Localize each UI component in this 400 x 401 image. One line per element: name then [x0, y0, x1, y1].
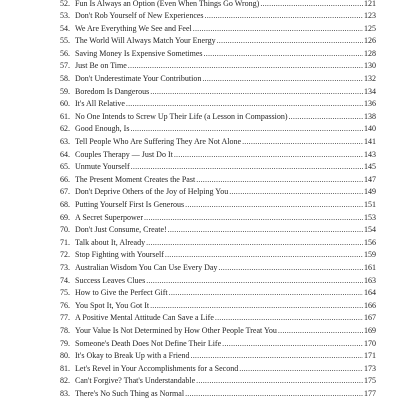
entry-title: A Positive Mental Attitude Can Save a Life: [75, 313, 214, 323]
entry-page-number: 132: [364, 74, 376, 84]
entry-page-number: 128: [364, 48, 376, 58]
dot-leader: [150, 300, 363, 313]
entry-page-number: 164: [364, 288, 376, 298]
toc-entry[interactable]: [60, 98, 376, 111]
entry-number: 78.: [60, 325, 70, 335]
entry-number: 57.: [60, 61, 70, 71]
dot-leader: [168, 224, 363, 237]
toc-entry[interactable]: [60, 275, 376, 288]
entry-page-number: 138: [364, 111, 376, 121]
entry-page-number: 126: [364, 36, 376, 46]
entry-page-number: 175: [364, 376, 376, 386]
toc-entry[interactable]: [60, 262, 376, 275]
entry-title: Don't Just Consume, Create!: [75, 225, 167, 235]
entry-number: 66.: [60, 174, 70, 184]
entry-title: The Present Moment Creates the Past: [75, 174, 196, 184]
entry-number: 54.: [60, 23, 70, 33]
entry-number: 59.: [60, 86, 70, 96]
entry-page-number: 121: [364, 0, 376, 8]
entry-page-number: 170: [364, 338, 376, 348]
toc-entry[interactable]: [60, 123, 376, 136]
entry-title: Don't Rob Yourself of New Experiences: [75, 11, 204, 21]
entry-number: 75.: [60, 288, 70, 298]
entry-page-number: 169: [364, 325, 376, 335]
toc-entry[interactable]: [60, 60, 376, 73]
entry-title: Australian Wisdom You Can Use Every Day: [75, 262, 218, 272]
entry-title: Let's Revel in Your Accomplishments for a Second: [75, 363, 239, 373]
entry-number: 56.: [60, 48, 70, 58]
entry-title: Good Enough, Is: [75, 124, 130, 134]
toc-entry[interactable]: [60, 136, 376, 149]
entry-number: 74.: [60, 275, 70, 285]
dot-leader: [144, 212, 363, 225]
entry-page-number: 154: [364, 225, 376, 235]
toc-entry[interactable]: [60, 212, 376, 225]
entry-page-number: 141: [364, 137, 376, 147]
dot-leader: [202, 73, 363, 86]
entry-number: 71.: [60, 237, 70, 247]
entry-number: 79.: [60, 338, 70, 348]
dot-leader: [205, 10, 363, 23]
entry-number: 76.: [60, 300, 70, 310]
entry-number: 52.: [60, 0, 70, 8]
entry-page-number: 134: [364, 86, 376, 96]
dot-leader: [222, 338, 363, 351]
entry-number: 82.: [60, 376, 70, 386]
entry-title: Can't Forgive? That's Understandable: [75, 376, 196, 386]
dot-leader: [126, 98, 363, 111]
entry-page-number: 130: [364, 61, 376, 71]
entry-page-number: 156: [364, 237, 376, 247]
entry-number: 64.: [60, 149, 70, 159]
entry-title: Unmute Yourself: [75, 162, 130, 172]
entry-title: Don't Underestimate Your Contribution: [75, 74, 202, 84]
entry-number: 62.: [60, 124, 70, 134]
dot-leader: [130, 123, 363, 136]
dot-leader: [150, 86, 363, 99]
toc-entry[interactable]: [60, 10, 376, 23]
table-of-contents: [60, 0, 376, 401]
entry-title: Putting Yourself First Is Generous: [75, 200, 185, 209]
toc-entry[interactable]: [60, 174, 376, 187]
entry-number: 77.: [60, 313, 70, 323]
dot-leader: [217, 35, 363, 48]
toc-entry[interactable]: [60, 48, 376, 61]
dot-leader: [288, 111, 363, 124]
entry-number: 72.: [60, 250, 70, 260]
entry-page-number: 177: [364, 388, 376, 398]
toc-entry[interactable]: [60, 0, 376, 10]
toc-entry[interactable]: [60, 23, 376, 36]
entry-title: Someone's Death Does Not Define Their Life: [75, 338, 222, 348]
toc-entry[interactable]: [60, 73, 376, 86]
dot-leader: [242, 136, 363, 149]
entry-number: 60.: [60, 99, 70, 109]
dot-leader: [204, 48, 363, 61]
entry-page-number: 161: [364, 262, 376, 272]
entry-title: Saving Money Is Expensive Sometimes: [75, 48, 203, 58]
entry-title: How to Give the Perfect Gift: [75, 288, 168, 298]
toc-entry[interactable]: [60, 199, 376, 212]
entry-page-number: 153: [364, 212, 376, 222]
entry-page-number: 151: [364, 200, 376, 209]
entry-title: Tell People Who Are Suffering They Are Not Alone: [75, 137, 242, 147]
entry-number: 63.: [60, 137, 70, 147]
dot-leader: [218, 262, 363, 275]
entry-title: Talk about It, Already: [75, 237, 146, 247]
entry-page-number: 145: [364, 162, 376, 172]
dot-leader: [260, 0, 363, 10]
entry-number: 58.: [60, 74, 70, 84]
entry-title: The World Will Always Match Your Energy: [75, 36, 216, 46]
dot-leader: [165, 249, 363, 262]
entry-page-number: 173: [364, 363, 376, 373]
dot-leader: [185, 199, 363, 212]
entry-number: 55.: [60, 36, 70, 46]
toc-entry[interactable]: [60, 388, 376, 401]
entry-page-number: 136: [364, 99, 376, 109]
entry-title: A Secret Superpower: [75, 212, 143, 222]
entry-number: 80.: [60, 351, 70, 361]
toc-entry[interactable]: [60, 161, 376, 174]
toc-entry[interactable]: [60, 224, 376, 237]
toc-entry[interactable]: [60, 149, 376, 162]
entry-title: Boredom Is Dangerous: [75, 86, 150, 96]
entry-title: Your Value Is Not Determined by How Other People Treat You: [75, 325, 277, 335]
entry-number: 73.: [60, 262, 70, 272]
entry-page-number: 163: [364, 275, 376, 285]
toc-entry[interactable]: [60, 338, 376, 351]
dot-leader: [191, 350, 363, 363]
entry-page-number: 166: [364, 300, 376, 310]
toc-entry[interactable]: [60, 249, 376, 262]
entry-title: Couples Therapy — Just Do It: [75, 149, 173, 159]
toc-entry[interactable]: [60, 375, 376, 388]
entry-title: It's Okay to Break Up with a Friend: [75, 351, 190, 361]
entry-page-number: 143: [364, 149, 376, 159]
entry-page-number: 140: [364, 124, 376, 134]
entry-number: 65.: [60, 162, 70, 172]
entry-page-number: 167: [364, 313, 376, 323]
dot-leader: [174, 149, 363, 162]
entry-number: 68.: [60, 200, 70, 209]
entry-number: 61.: [60, 111, 70, 121]
entry-title: Stop Fighting with Yourself: [75, 250, 164, 260]
entry-number: 83.: [60, 388, 70, 398]
entry-title: Fun Is Always an Option (Even When Things Go Wrong): [75, 0, 260, 8]
toc-entry[interactable]: [60, 35, 376, 48]
toc-entry[interactable]: [60, 287, 376, 300]
dot-leader: [229, 186, 363, 199]
entry-title: Success Leaves Clues: [75, 275, 146, 285]
entry-number: 81.: [60, 363, 70, 373]
toc-entry[interactable]: [60, 186, 376, 199]
entry-title: You Spot It, You Got It: [75, 300, 150, 310]
entry-number: 53.: [60, 11, 70, 21]
dot-leader: [128, 60, 363, 73]
dot-leader: [146, 237, 363, 250]
entry-page-number: 147: [364, 174, 376, 184]
dot-leader: [146, 275, 363, 288]
entry-number: 69.: [60, 212, 70, 222]
dot-leader: [239, 363, 363, 376]
toc-entry[interactable]: [60, 350, 376, 363]
entry-number: 67.: [60, 187, 70, 197]
toc-entry[interactable]: [60, 312, 376, 325]
entry-page-number: 125: [364, 23, 376, 33]
entry-title: No One Intends to Screw Up Their Life (a Lesson in Compassion): [75, 111, 288, 121]
dot-leader: [196, 174, 363, 187]
entry-title: Don't Deprive Others of the Joy of Helping You: [75, 187, 229, 197]
entry-number: 70.: [60, 225, 70, 235]
entry-title: It's All Relative: [75, 99, 125, 109]
dot-leader: [196, 375, 363, 388]
toc-entry[interactable]: [60, 363, 376, 376]
entry-title: There's No Such Thing as Normal: [75, 388, 185, 398]
entry-page-number: 171: [364, 351, 376, 361]
toc-entry[interactable]: [60, 237, 376, 250]
dot-leader: [169, 287, 363, 300]
toc-entry[interactable]: [60, 325, 376, 338]
dot-leader: [131, 161, 363, 174]
dot-leader: [185, 388, 363, 401]
toc-entry[interactable]: [60, 111, 376, 124]
dot-leader: [215, 312, 363, 325]
dot-leader: [193, 23, 363, 36]
entry-title: Just Be on Time: [75, 61, 127, 71]
dot-leader: [278, 325, 363, 338]
entry-page-number: 149: [364, 187, 376, 197]
toc-entry[interactable]: [60, 300, 376, 313]
toc-entry[interactable]: [60, 86, 376, 99]
entry-page-number: 159: [364, 250, 376, 260]
entry-page-number: 123: [364, 11, 376, 21]
entry-title: We Are Everything We See and Feel: [75, 23, 192, 33]
